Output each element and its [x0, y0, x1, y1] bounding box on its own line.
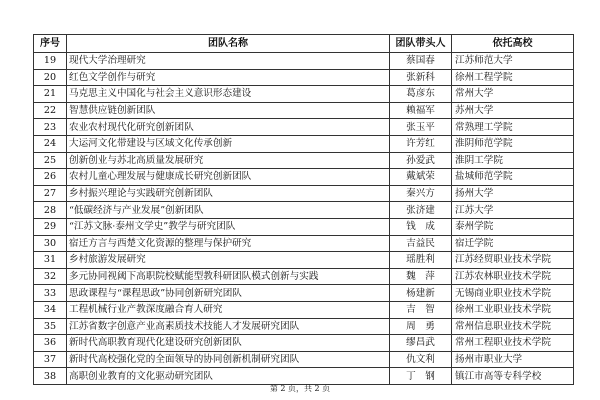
team-name: 乡村振兴理论与实践研究创新团队 — [67, 185, 390, 202]
team-leader: 钱 成 — [390, 218, 452, 235]
table-row — [34, 335, 574, 352]
team-leader: 蔡国春 — [390, 53, 452, 70]
row-number: 33 — [34, 285, 67, 302]
team-table — [33, 34, 574, 385]
header-no: 序号 — [34, 35, 67, 53]
host-school: 常熟理工学院 — [452, 119, 574, 136]
team-leader: 周 勇 — [390, 318, 452, 335]
host-school: 江苏农林职业技术学院 — [452, 268, 574, 285]
document-page — [33, 34, 573, 385]
row-number: 35 — [34, 318, 67, 335]
host-school: 苏州大学 — [452, 102, 574, 119]
team-name: 红色文学创作与研究 — [67, 69, 390, 86]
table-body — [34, 53, 574, 385]
team-name: 现代大学治理研究 — [67, 53, 390, 70]
team-name: 新时代高职教育现代化建设研究创新团队 — [67, 335, 390, 352]
team-leader: 张新科 — [390, 69, 452, 86]
team-name: “低碳经济与产业发展”创新团队 — [67, 202, 390, 219]
table-row — [34, 252, 574, 269]
row-number: 34 — [34, 301, 67, 318]
row-number: 28 — [34, 202, 67, 219]
table-row — [34, 268, 574, 285]
table-row — [34, 202, 574, 219]
row-number: 27 — [34, 185, 67, 202]
row-number: 20 — [34, 69, 67, 86]
team-name: 大运河文化带建设与区域文化传承创新 — [67, 135, 390, 152]
row-number: 32 — [34, 268, 67, 285]
team-name: 创新创业与苏北高质量发展研究 — [67, 152, 390, 169]
host-school: 泰州学院 — [452, 218, 574, 235]
team-name: 工程机械行业产教深度融合育人研究 — [67, 301, 390, 318]
table-row — [34, 351, 574, 368]
table-row — [34, 301, 574, 318]
team-leader: 杨建新 — [390, 285, 452, 302]
team-name: 宿迁方言与西楚文化资源的整理与保护研究 — [67, 235, 390, 252]
row-number: 23 — [34, 119, 67, 136]
team-leader: 赖福军 — [390, 102, 452, 119]
team-leader: 瑶胜利 — [390, 252, 452, 269]
row-number: 26 — [34, 169, 67, 186]
team-leader: 仇文利 — [390, 351, 452, 368]
team-leader: 戴斌荣 — [390, 169, 452, 186]
row-number: 21 — [34, 86, 67, 103]
row-number: 29 — [34, 218, 67, 235]
table-row — [34, 86, 574, 103]
team-leader: 缪昌武 — [390, 335, 452, 352]
host-school: 宿迁学院 — [452, 235, 574, 252]
table-row — [34, 368, 574, 385]
row-number: 36 — [34, 335, 67, 352]
row-number: 25 — [34, 152, 67, 169]
row-number: 38 — [34, 368, 67, 385]
team-leader: 丁 钢 — [390, 368, 452, 385]
host-school: 淮阴工学院 — [452, 152, 574, 169]
row-number: 19 — [34, 53, 67, 70]
team-leader: 吉益民 — [390, 235, 452, 252]
table-row — [34, 119, 574, 136]
team-leader: 魏 萍 — [390, 268, 452, 285]
table-row — [34, 135, 574, 152]
table-row — [34, 53, 574, 70]
header-leader: 团队带头人 — [390, 35, 452, 53]
table-row — [34, 285, 574, 302]
host-school: 常州大学 — [452, 86, 574, 103]
team-leader: 葛彦东 — [390, 86, 452, 103]
team-name: 江苏省数字创意产业高素质技术技能人才发展研究团队 — [67, 318, 390, 335]
host-school: 镇江市高等专科学校 — [452, 368, 574, 385]
table-header-row — [34, 35, 574, 53]
host-school: 淮阴师范学院 — [452, 135, 574, 152]
page-footer: 第 2 页，共 2 页 — [269, 384, 331, 393]
table-row — [34, 169, 574, 186]
header-school: 依托高校 — [452, 35, 574, 53]
host-school: 江苏大学 — [452, 202, 574, 219]
team-leader: 张玉平 — [390, 119, 452, 136]
host-school: 江苏师范大学 — [452, 53, 574, 70]
team-name: 智慧供应链创新团队 — [67, 102, 390, 119]
table-row — [34, 69, 574, 86]
row-number: 37 — [34, 351, 67, 368]
host-school: 常州工程职业技术学院 — [452, 335, 574, 352]
table-row — [34, 152, 574, 169]
table-row — [34, 235, 574, 252]
host-school: 无锡商业职业技术学院 — [452, 285, 574, 302]
row-number: 31 — [34, 252, 67, 269]
host-school: 扬州大学 — [452, 185, 574, 202]
team-name: 农业农村现代化研究创新团队 — [67, 119, 390, 136]
table-row — [34, 218, 574, 235]
table-row — [34, 318, 574, 335]
team-leader: 张济建 — [390, 202, 452, 219]
header-team-name: 团队名称 — [67, 35, 390, 53]
host-school: 徐州工程学院 — [452, 69, 574, 86]
row-number: 30 — [34, 235, 67, 252]
team-leader: 吉 智 — [390, 301, 452, 318]
team-name: 马克思主义中国化与社会主义意识形态建设 — [67, 86, 390, 103]
team-name: 乡村旅游发展研究 — [67, 252, 390, 269]
team-name: “江苏文脉·泰州文学史”教学与研究团队 — [67, 218, 390, 235]
row-number: 24 — [34, 135, 67, 152]
table-row — [34, 102, 574, 119]
team-leader: 秦兴方 — [390, 185, 452, 202]
host-school: 常州信息职业技术学院 — [452, 318, 574, 335]
team-name: 新时代高校强化党的全面领导的协同创新机制研究团队 — [67, 351, 390, 368]
team-name: 多元协同视阈下高职院校赋能型教科研团队模式创新与实践 — [67, 268, 390, 285]
host-school: 扬州市职业大学 — [452, 351, 574, 368]
host-school: 徐州工业职业技术学院 — [452, 301, 574, 318]
row-number: 22 — [34, 102, 67, 119]
team-name: 思政课程与“课程思政”协同创新研究团队 — [67, 285, 390, 302]
team-name: 高职创业教育的文化驱动研究团队 — [67, 368, 390, 385]
team-name: 农村儿童心理发展与健康成长研究创新团队 — [67, 169, 390, 186]
table-row — [34, 185, 574, 202]
team-leader: 许芳红 — [390, 135, 452, 152]
team-leader: 孙爱武 — [390, 152, 452, 169]
host-school: 江苏经贸职业技术学院 — [452, 252, 574, 269]
host-school: 盐城师范学院 — [452, 169, 574, 186]
